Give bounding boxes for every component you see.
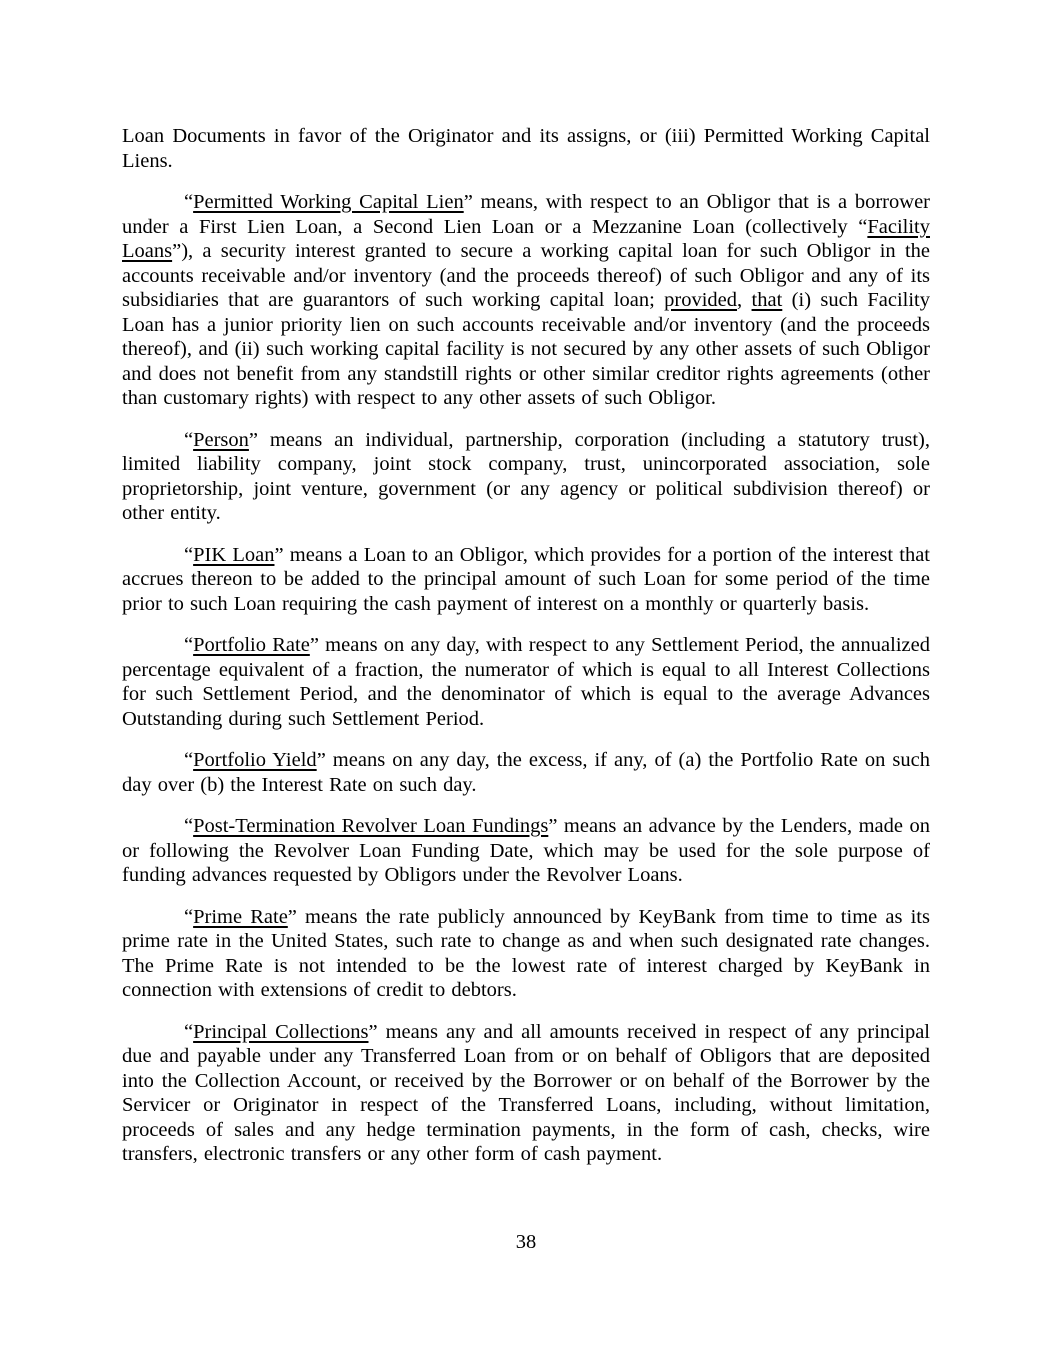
paragraph-text: ” means an individual, partnership, corporation (including a statutory trust), limited liability company, joint stock company, trust, unincorporated association, sole proprietorship, joint venture, government (or any agency or political subdivision thereof) or other entity. (122, 428, 930, 524)
page-footer (122, 1230, 930, 1255)
paragraph-text: , (737, 289, 752, 311)
paragraph-text: ” means the rate publicly announced by KeyBank from time to time as its prime rate in the United States, such rate to change as and when such designated rate changes. The Prime Rate is not intended to be the lowest rate of interest charged by KeyBank in connection with extensions of credit to debtors. (122, 905, 930, 1001)
document-body (122, 124, 930, 1184)
paragraph-text: ” means on any day, the excess, if any, of (a) the Portfolio Rate on such day over (b) the Interest Rate on such day. (122, 749, 930, 796)
paragraph-text: (i) such Facility Loan has a junior priority lien on such accounts receivable and/or inventory (and the proceeds thereof), and (ii) such working capital facility is not secured by any other assets of such Obligor and does not benefit from any standstill rights or other similar creditor rights agreements (other than customary rights) with respect to any other assets of such Obligor. (122, 289, 931, 409)
defined-term: Portfolio Yield (193, 749, 317, 771)
paragraph-text: Loan Documents in favor of the Originator and its assigns, or (iii) Permitted Working Capital Liens. (122, 125, 930, 172)
definition-pik-loan (122, 543, 930, 617)
paragraph-text: ”), a security interest granted to secure a working capital loan for such Obligor in the accounts receivable and/or inventory (and the proceeds thereof) of such Obligor and any of its subsidiaries that are guarantors of such working capital loan; (122, 240, 930, 311)
defined-term: Prime Rate (193, 905, 288, 928)
paragraph-text: “ (184, 815, 194, 837)
defined-term: provided (664, 289, 738, 311)
paragraph-text: ” means any and all amounts received in respect of any principal due and payable under any Transferred Loan from or on behalf of Obligors that are deposited into the Collection Account, or received by the Borrower or on behalf of the Borrower by the Servicer or Originator in respect of the Transferred Loans, including, without limitation, proceeds of sales and any hedge termination payments, in the form of cash, checks, wire transfers, electronic transfers or any other form of cash payment. (122, 1020, 930, 1165)
page-number: 38 (515, 1231, 537, 1253)
definition-principal-collections (122, 1020, 930, 1167)
paragraph-text: “ (184, 634, 194, 656)
paragraph-text: “ (184, 543, 194, 566)
paragraph-continuation (122, 124, 930, 173)
definition-portfolio-yield (122, 748, 930, 797)
defined-term: Facility Loans (122, 215, 930, 262)
paragraph-text: ” means on any day, with respect to any Settlement Period, the annualized percentage equivalent of a fraction, the numerator of which is equal to all Interest Collections for such Settlement Period, and the denominator of which is equal to the average Advances Outstanding during such Settlement Period. (122, 634, 930, 730)
definition-permitted-working-capital-lien (122, 190, 930, 411)
paragraph-text: “ (184, 905, 194, 928)
paragraph-text: ” means a Loan to an Obligor, which provides for a portion of the interest that accrues thereon to be added to the principal amount of such Loan for some period of the time prior to such Loan requiring the cash payment of interest on a monthly or quarterly basis. (122, 543, 930, 615)
defined-term: Post-Termination Revolver Loan Fundings (193, 815, 549, 837)
definition-prime-rate (122, 905, 930, 1003)
defined-term: Principal Collections (193, 1020, 369, 1043)
paragraph-text: ” means an advance by the Lenders, made on or following the Revolver Loan Funding Date, which may be used for the sole purpose of funding advances requested by Obligors under the Revolver Loans. (122, 815, 931, 886)
definition-person (122, 428, 930, 526)
paragraph-text: “ (184, 749, 194, 771)
defined-term: Portfolio Rate (193, 634, 310, 656)
definition-post-termination-revolver-loan-fundings (122, 814, 930, 888)
definition-portfolio-rate (122, 633, 930, 731)
paragraph-text: “ (184, 428, 194, 451)
paragraph-text: ” means, with respect to an Obligor that is a borrower under a First Lien Loan, a Second Lien Loan or a Mezzanine Loan (collectively “ (122, 191, 930, 238)
paragraph-text: “ (184, 191, 194, 213)
paragraph-text: “ (184, 1020, 194, 1043)
defined-term: Person (193, 428, 249, 451)
defined-term: Permitted Working Capital Lien (193, 191, 464, 213)
defined-term: PIK Loan (193, 543, 275, 566)
defined-term: that (751, 289, 783, 311)
